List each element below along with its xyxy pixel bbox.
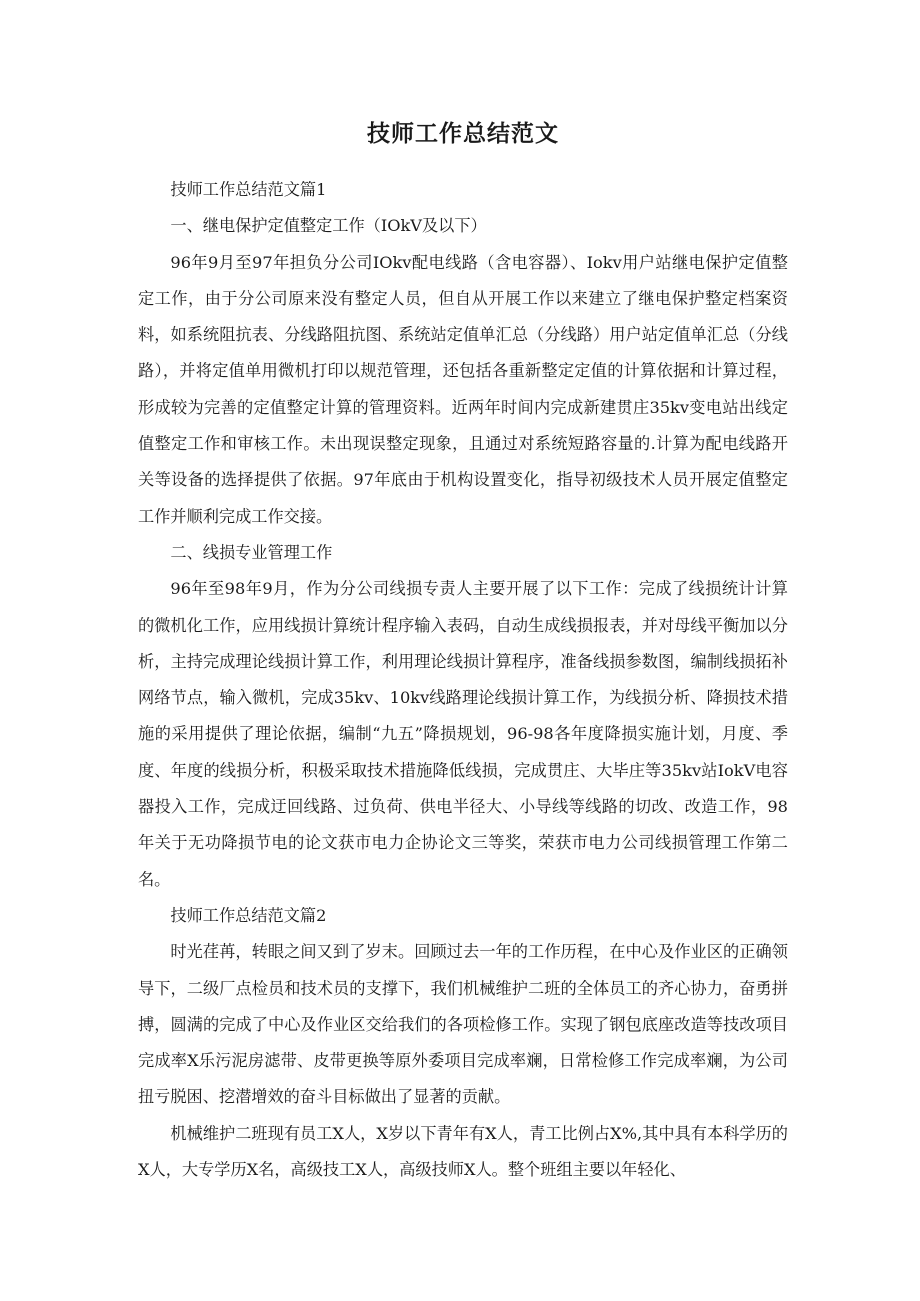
body-paragraph: 机械维护二班现有员工X人，X岁以下青年有X人，青工比例占X%,其中具有本科学历的X人，大专学历X名，高级技工X人，高级技师X人。整个班组主要以年轻化、 bbox=[138, 1123, 788, 1180]
document-page bbox=[138, 112, 788, 1188]
body-paragraph: 96年9月至97年担负分公司IOkv配电线路（含电容器）、Iokv用户站继电保护定值整定工作，由于分公司原来没有整定人员，但自从开展工作以来建立了继电保护整定档案资料，如系统阻抗表、分线路阻抗图、系统站定值单汇总（分线路）用户站定值单汇总（分线路），并将定值单用微机打印以规范管理，还包括各重新整定定值的计算依据和计算过程，形成较为完善的定值整定计算的管理资料。近两年时间内完成新建贯庄35kv变电站出线定值整定工作和审核工作。未出现误整定现象，且通过对系统短路容量的.计算为配电线路开关等设备的选择提供了依据。97年底由于机构设置变化，指导初级技术人员开展定值整定工作并顺利完成工作交接。 bbox=[138, 252, 788, 526]
body-paragraph: 96年至98年9月，作为分公司线损专责人主要开展了以下工作：完成了线损统计计算的微机化工作，应用线损计算统计程序输入表码，自动生成线损报表，并对母线平衡加以分析，主持完成理论线损计算工作，利用理论线损计算程序，准备线损参数图，编制线损拓补网络节点，输入微机，完成35kv、10kv线路理论线损计算工作，为线损分析、降损技术措施的采用提供了理论依据，编制“九五”降损规划，96-98各年度降损实施计划，月度、季度、年度的线损分析，积极采取技术措施降低线损，完成贯庄、大毕庄等35kv站IokV电容器投入工作，完成迂回线路、过负荷、供电半径大、小导线等线路的切改、改造工作，98年关于无功降损节电的论文获市电力企协论文三等奖，荣获市电力公司线损管理工作第二名。 bbox=[138, 579, 788, 889]
body-paragraph: 时光荏苒，转眼之间又到了岁末。回顾过去一年的工作历程，在中心及作业区的正确领导下，二级厂点检员和技术员的支撑下，我们机械维护二班的全体员工的齐心协力，奋勇拼搏，圆满的完成了中心及作业区交给我们的各项检修工作。实现了钢包底座改造等技改项目完成率X乐污泥房滤带、皮带更换等原外委项目完成率斓，日常检修工作完成率斓，为公司扭亏脱困、挖潜增效的奋斗目标做出了显著的贡献。 bbox=[138, 942, 788, 1107]
sub-heading: 二、线损专业管理工作 bbox=[170, 542, 333, 562]
section-heading: 技师工作总结范文篇2 bbox=[170, 905, 327, 925]
section-heading: 技师工作总结范文篇1 bbox=[170, 180, 327, 199]
document-title: 技师工作总结范文 bbox=[367, 121, 559, 147]
sub-heading: 一、继电保护定值整定工作（IOkV及以下） bbox=[170, 216, 487, 236]
